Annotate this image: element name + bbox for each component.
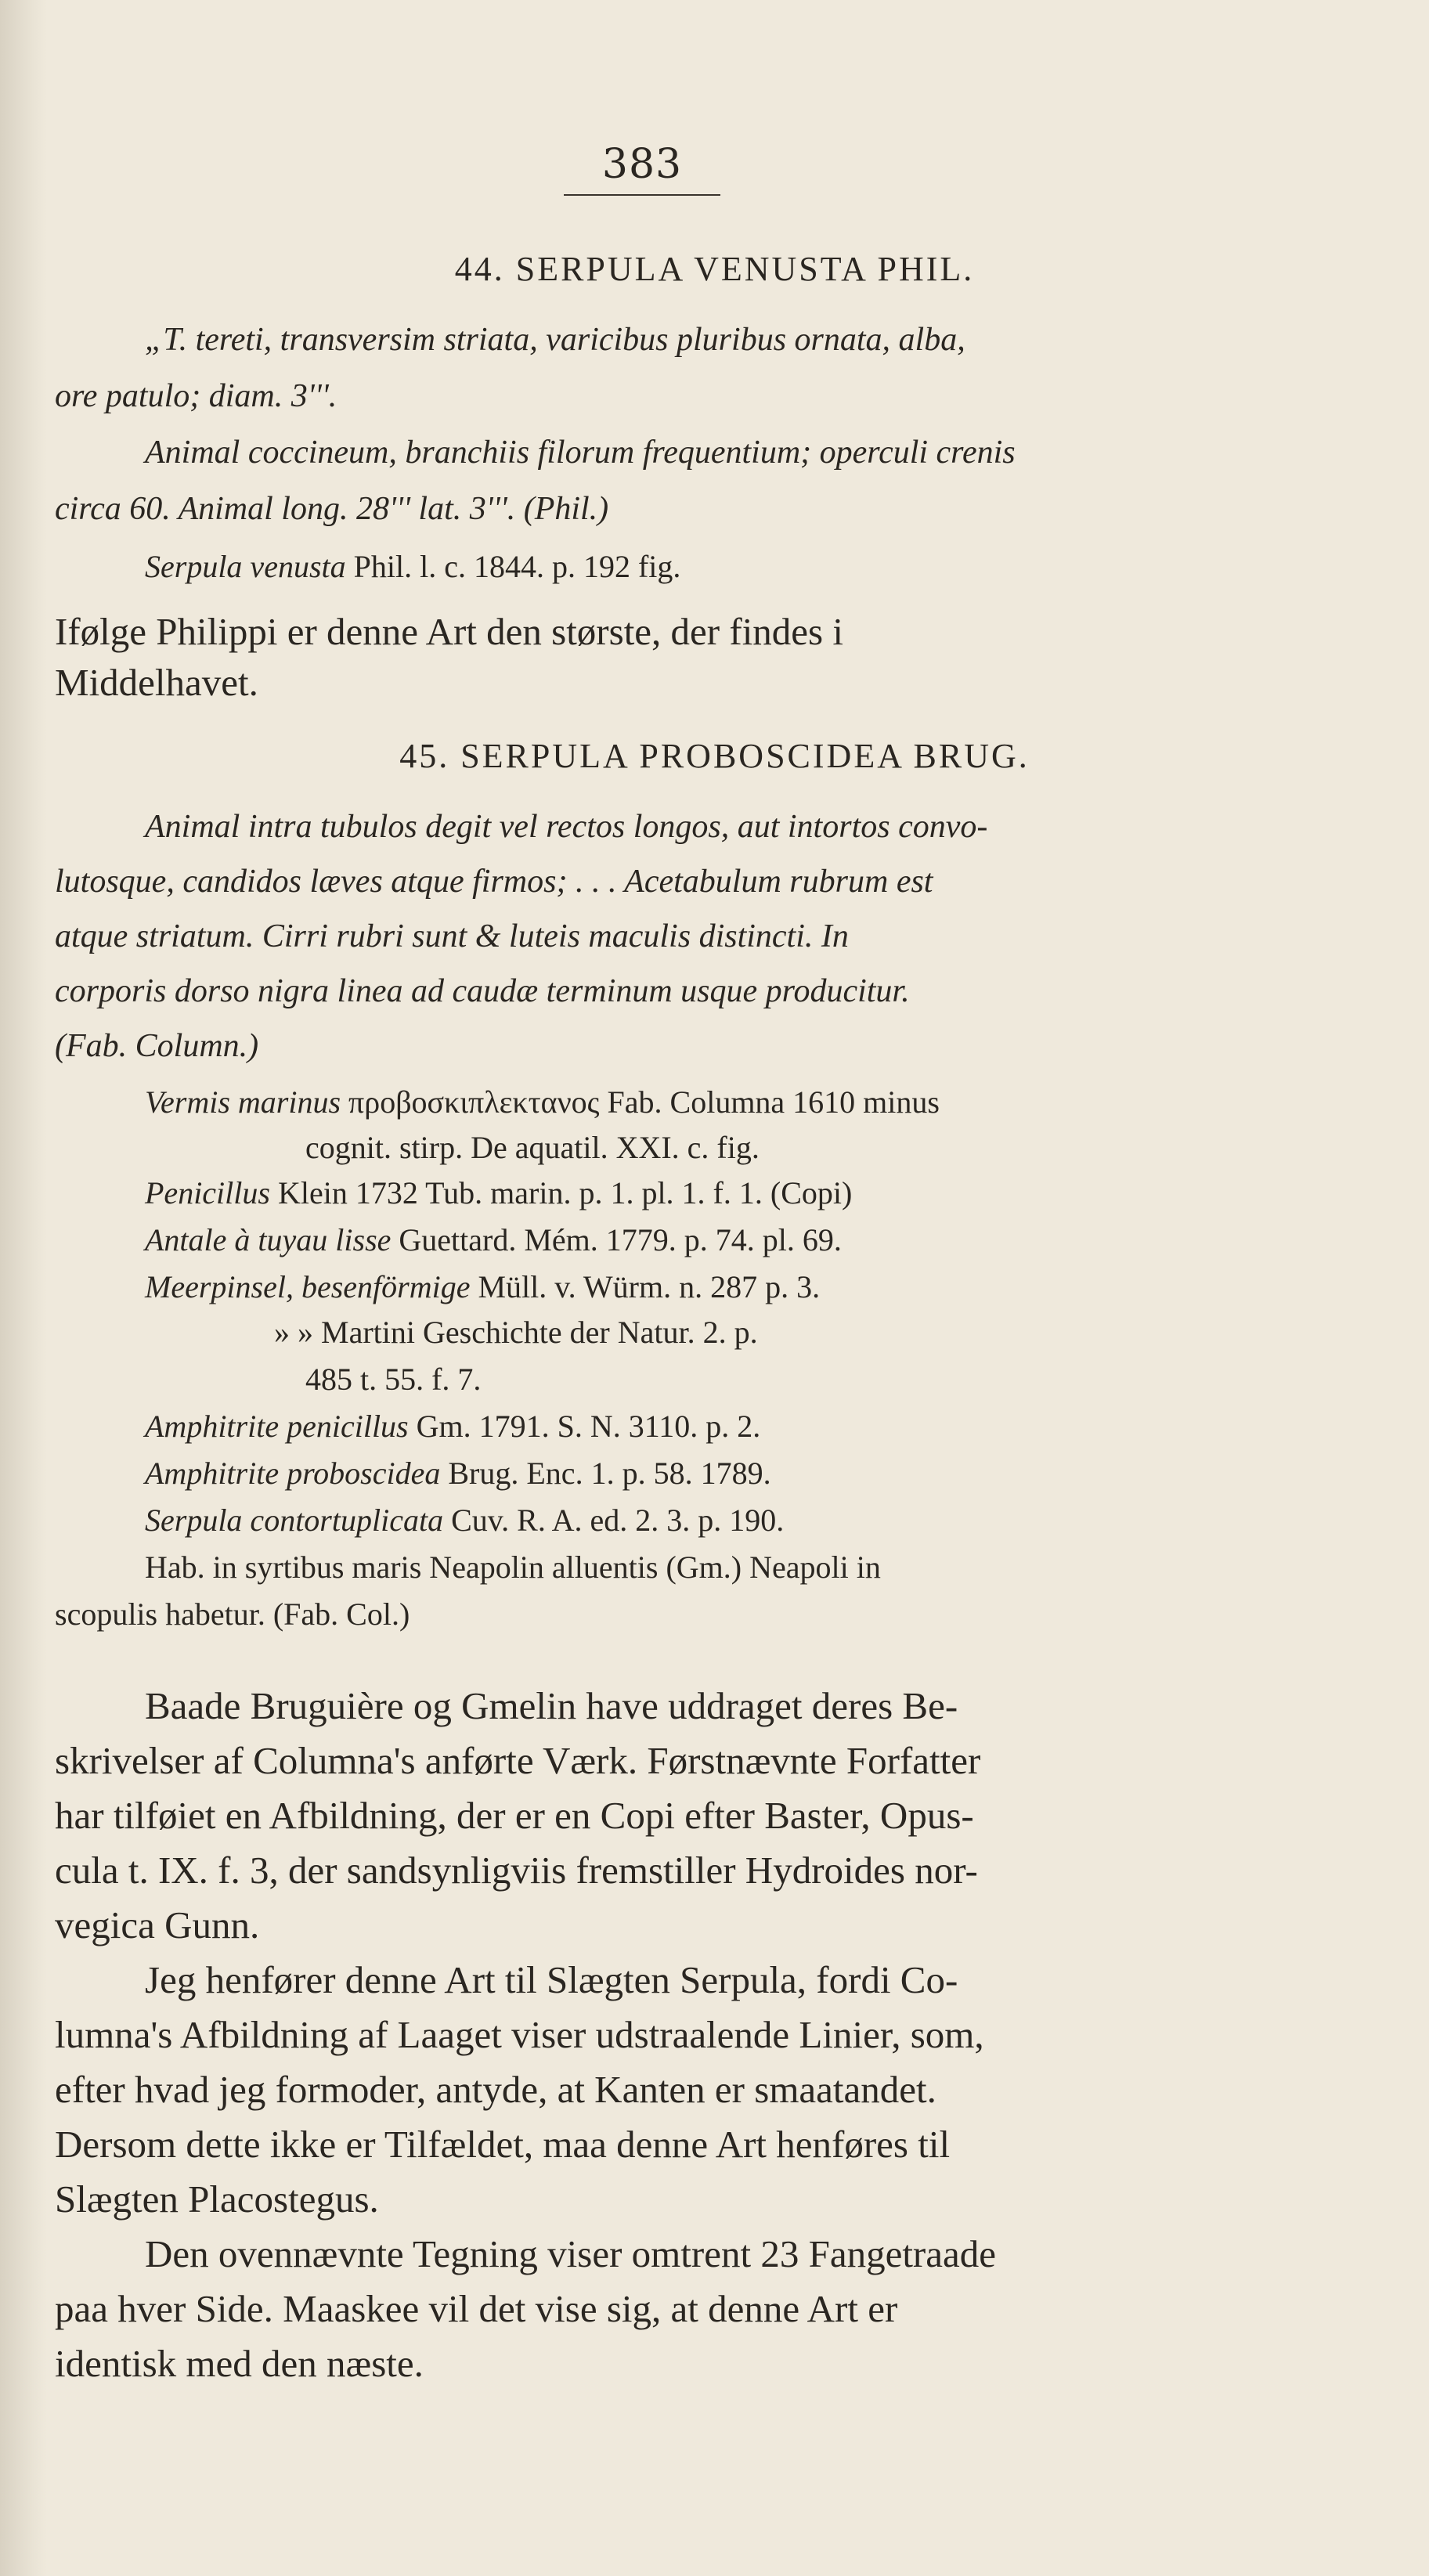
paragraph-line: lumna's Afbildning af Laaget viser udstraalende Linier, som,	[55, 2013, 984, 2056]
synonym-name: Amphitrite penicillus	[145, 1409, 409, 1444]
synonym-line	[274, 1314, 758, 1351]
page-number-rule	[564, 194, 720, 196]
page-number: 383	[601, 141, 683, 188]
synonym-line	[145, 1268, 820, 1305]
synonym-continuation: 485 t. 55. f. 7.	[305, 1362, 482, 1397]
synonym-name: Serpula contortuplicata	[145, 1503, 444, 1538]
diagnosis-line: Animal coccineum, branchiis filorum frequentium; operculi crenis	[145, 435, 1016, 471]
diagnosis-line: lutosque, candidos læves atque firmos; . . . Acetabulum rubrum est	[55, 864, 933, 900]
synonym-line	[145, 1502, 784, 1539]
paragraph-line: Jeg henfører denne Art til Slægten Serpula, fordi Co-	[145, 1958, 958, 2001]
paragraph-line: efter hvad jeg formoder, antyde, at Kanten er smaatandet.	[55, 2068, 936, 2111]
synonym-reference: Brug. Enc. 1. p. 58. 1789.	[448, 1456, 771, 1491]
text-line: Middelhavet.	[55, 661, 258, 704]
paragraph-line: vegica Gunn.	[55, 1903, 260, 1946]
synonym-reference: Martini Geschichte der Natur. 2. p.	[321, 1315, 758, 1350]
diagnosis-line: corporis dorso nigra linea ad caudæ terminum usque producitur.	[55, 973, 910, 1009]
paragraph-line: Slægten Placostegus.	[55, 2177, 379, 2221]
diagnosis-line: circa 60. Animal long. 28''' lat. 3'''. (Phil.)	[55, 491, 609, 527]
synonym-line	[145, 1221, 842, 1258]
habitat-line: scopulis habetur. (Fab. Col.)	[55, 1596, 410, 1632]
diagnosis-line: ore patulo; diam. 3'''.	[55, 378, 337, 414]
paragraph-line: identisk med den næste.	[55, 2342, 424, 2385]
synonym-name: Antale à tuyau lisse	[145, 1222, 392, 1257]
ditto-marks: » »	[274, 1315, 313, 1350]
paragraph-line: skrivelser af Columna's anførte Værk. Førstnævnte Forfatter	[55, 1739, 981, 1782]
diagnosis-line: atque striatum. Cirri rubri sunt & luteis maculis distincti. In	[55, 918, 849, 954]
synonym-line	[145, 1084, 940, 1120]
synonym-reference: Klein 1732 Tub. marin. p. 1. pl. 1. f. 1. (Copi)	[277, 1175, 853, 1210]
synonym-reference: Gm. 1791. S. N. 3110. p. 2.	[416, 1409, 761, 1444]
synonym-name: Vermis marinus	[145, 1084, 341, 1120]
text-line: Ifølge Philippi er denne Art den største, der findes i	[55, 610, 843, 653]
synonym-reference: προβοσκιπλεκτανος Fab. Columna 1610 minus	[348, 1084, 940, 1120]
synonym-reference: Guettard. Mém. 1779. p. 74. pl. 69.	[399, 1222, 842, 1257]
paragraph-line: Baade Bruguière og Gmelin have uddraget deres Be-	[145, 1684, 958, 1727]
paragraph-line: Den ovennævnte Tegning viser omtrent 23 Fangetraade	[145, 2232, 996, 2275]
synonym-reference: Müll. v. Würm. n. 287 p. 3.	[478, 1269, 821, 1304]
paragraph-line: Dersom dette ikke er Tilfældet, maa denne Art henføres til	[55, 2123, 951, 2166]
synonym-name: Amphitrite proboscidea	[145, 1456, 441, 1491]
synonym-line	[145, 1174, 852, 1211]
section-heading-45: 45. SERPULA PROBOSCIDEA BRUG.	[399, 737, 1030, 775]
diagnosis-line: Animal intra tubulos degit vel rectos longos, aut intortos convo-	[145, 809, 988, 845]
synonym-line	[145, 1455, 771, 1492]
habitat-line: Hab. in syrtibus maris Neapolin alluentis (Gm.) Neapoli in	[145, 1550, 881, 1585]
section-heading-44: 44. SERPULA VENUSTA PHIL.	[454, 250, 975, 288]
synonym-continuation: cognit. stirp. De aquatil. XXI. c. fig.	[305, 1130, 760, 1165]
diagnosis-line: „T. tereti, transversim striata, varicibus pluribus ornata, alba,	[145, 322, 965, 358]
synonym-name: Penicillus	[145, 1175, 270, 1210]
synonym-name: Meerpinsel, besenförmige	[145, 1269, 471, 1304]
paragraph-line: paa hver Side. Maaskee vil det vise sig, at denne Art er	[55, 2287, 898, 2330]
synonym-name: Serpula venusta	[145, 549, 346, 584]
synonym-reference: Phil. l. c. 1844. p. 192 fig.	[353, 549, 681, 584]
synonym-line	[145, 548, 680, 585]
diagnosis-line: (Fab. Column.)	[55, 1028, 259, 1064]
paragraph-line: cula t. IX. f. 3, der sandsynligviis fremstiller Hydroides nor-	[55, 1849, 978, 1892]
paragraph-line: har tilføiet en Afbildning, der er en Copi efter Baster, Opus-	[55, 1794, 974, 1837]
synonym-reference: Cuv. R. A. ed. 2. 3. p. 190.	[451, 1503, 785, 1538]
synonym-line	[145, 1408, 760, 1445]
